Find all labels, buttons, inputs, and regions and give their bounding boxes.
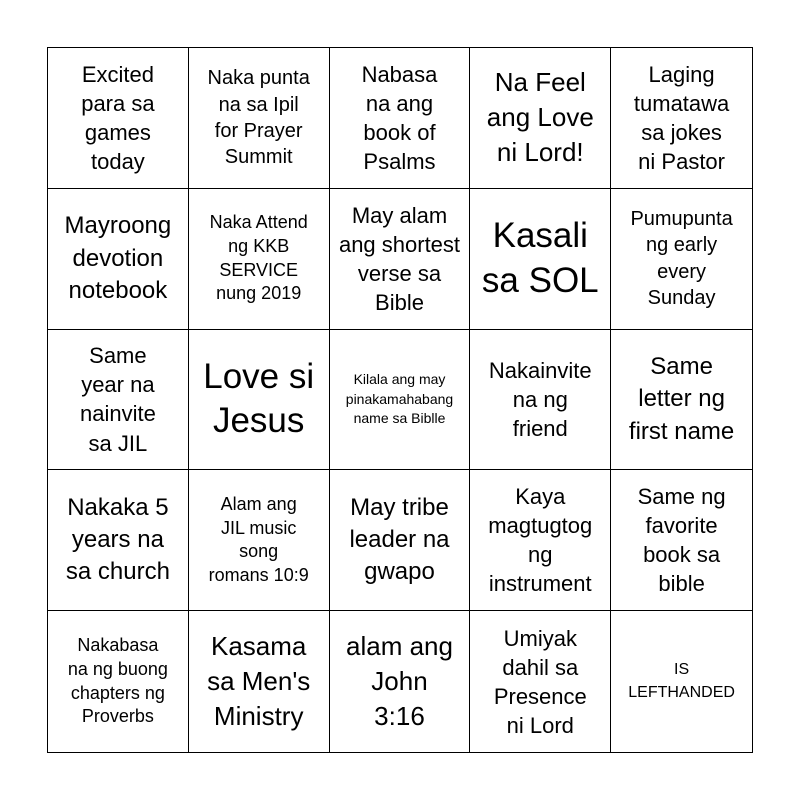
cell-text: Nakaka 5 years na sa church (65, 493, 170, 586)
cell-text: Pumupunta ng early every Sunday (630, 207, 733, 310)
cell-text: Same year na nainvite sa JIL (79, 343, 156, 456)
bingo-cell[interactable] (611, 470, 752, 611)
bingo-cell[interactable] (470, 470, 611, 611)
bingo-cell[interactable] (189, 189, 330, 330)
bingo-cell[interactable] (330, 330, 471, 471)
cell-text: Kasama sa Men's Ministry (207, 630, 311, 732)
bingo-cell[interactable] (330, 611, 471, 752)
cell-text: Excited para sa games today (81, 61, 155, 174)
cell-text: Same ng favorite book sa bible (637, 484, 726, 597)
cell-text: Kasali sa SOL (481, 215, 599, 300)
cell-text: Nabasa na ang book of Psalms (361, 61, 438, 174)
bingo-cell[interactable] (470, 611, 611, 752)
bingo-cell[interactable] (330, 48, 471, 189)
cell-text: Alam ang JIL music song romans 10:9 (208, 493, 309, 586)
bingo-cell[interactable] (470, 330, 611, 471)
bingo-cell[interactable] (48, 470, 189, 611)
cell-text: Nakainvite na ng friend (488, 357, 592, 441)
cell-text: Naka punta na sa Ipil for Prayer Summit (207, 67, 310, 169)
cell-text: Mayroong devotion notebook (64, 212, 172, 304)
bingo-cell[interactable] (611, 330, 752, 471)
cell-text: alam ang John 3:16 (346, 630, 453, 732)
cell-text: Kaya magtugtog ng instrument (488, 484, 593, 597)
cell-text: IS LEFTHANDED (628, 661, 735, 701)
cell-text: May tribe leader na gwapo (349, 493, 450, 586)
bingo-cell[interactable] (48, 48, 189, 189)
cell-text: Laging tumatawa sa jokes ni Pastor (633, 61, 730, 174)
cell-text: Nakabasa na ng buong chapters ng Proverbs (67, 635, 168, 727)
bingo-cell[interactable] (470, 48, 611, 189)
bingo-cell[interactable] (611, 189, 752, 330)
bingo-cell[interactable] (48, 189, 189, 330)
bingo-cell[interactable] (189, 470, 330, 611)
bingo-cell[interactable] (48, 611, 189, 752)
bingo-cell[interactable] (330, 470, 471, 611)
cell-text: May alam ang shortest verse sa Bible (338, 202, 461, 315)
bingo-cell[interactable] (189, 611, 330, 752)
cell-text: Kilala ang may pinakamahabang name sa Biblle (345, 371, 454, 427)
bingo-cell[interactable] (470, 189, 611, 330)
bingo-cell[interactable] (48, 330, 189, 471)
bingo-cell[interactable] (189, 330, 330, 471)
cell-text: Naka Attend ng KKB SERVICE nung 2019 (209, 212, 308, 304)
bingo-cell[interactable] (611, 611, 752, 752)
cell-text: Same letter ng first name (628, 352, 735, 445)
bingo-cell[interactable] (330, 189, 471, 330)
bingo-board (47, 47, 753, 753)
bingo-cell[interactable] (189, 48, 330, 189)
bingo-cell[interactable] (611, 48, 752, 189)
cell-text: Love si Jesus (203, 356, 315, 441)
cell-text: Na Feel ang Love ni Lord! (486, 67, 594, 168)
cell-text: Umiyak dahil sa Presence ni Lord (493, 625, 587, 738)
